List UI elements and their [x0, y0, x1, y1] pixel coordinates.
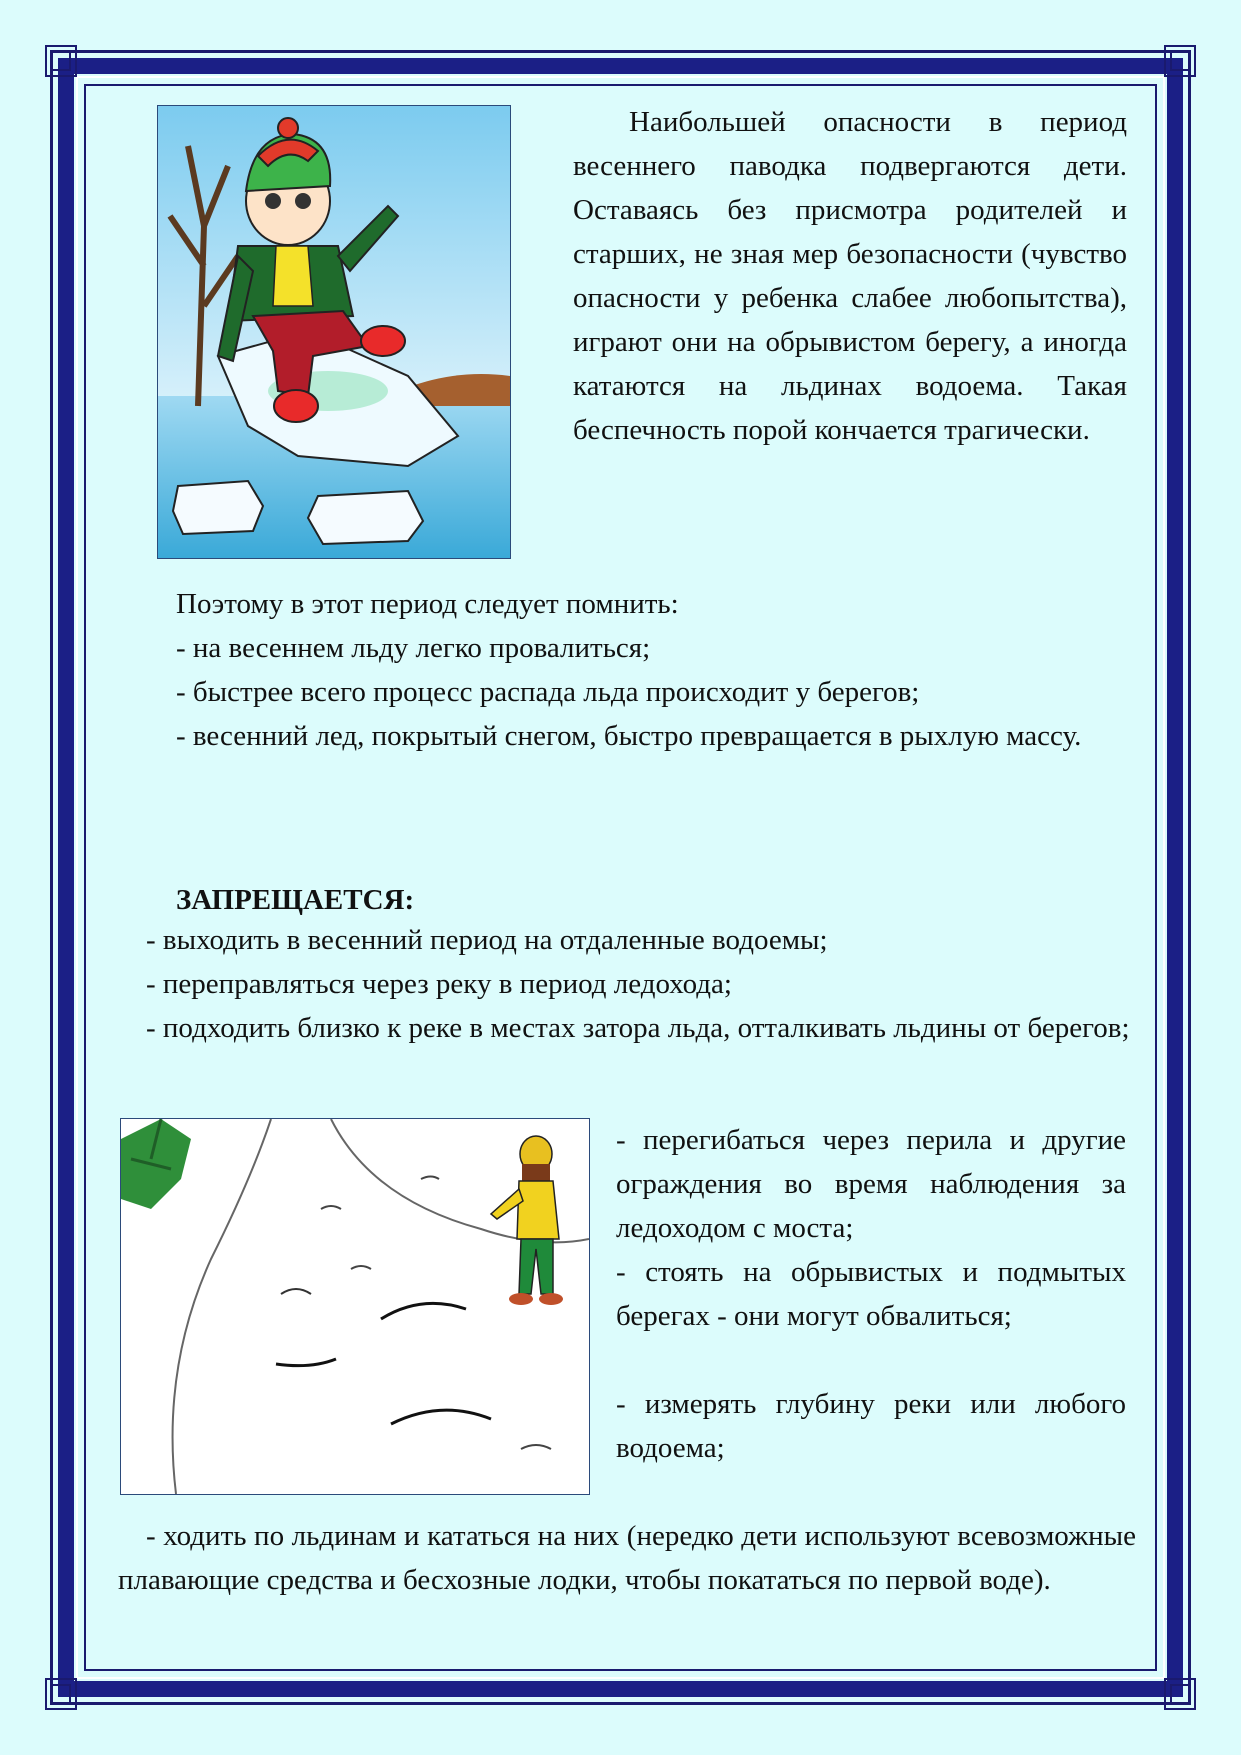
- frame-corner-ornament-icon: [1163, 44, 1197, 78]
- person-at-riverbank-illustration: [120, 1118, 590, 1495]
- forbidden-item: - стоять на обрывистых и подмытых берегах - они могут обвалиться;: [616, 1256, 1126, 1332]
- frame-corner-ornament-icon: [44, 1677, 78, 1711]
- forbidden-item: - перегибаться через перила и другие ограждения во время наблюдения за ледоходом с моста;: [616, 1124, 1126, 1244]
- forbidden-item: - переправляться через реку в период ледохода;: [146, 968, 732, 1000]
- snowy-riverbank-icon: [121, 1119, 589, 1494]
- forbidden-item: - ходить по льдинам и кататься на них (нередко дети используют всевозможные плавающие средства и бесхозные лодки, чтобы покататься по первой воде).: [118, 1520, 1136, 1596]
- remember-item: - весенний лед, покрытый снегом, быстро превращается в рыхлую массу.: [176, 720, 1082, 752]
- forbidden-item: - подходить близко к реке в местах затора льда, отталкивать льдины от берегов;: [146, 1012, 1130, 1044]
- intro-paragraph: Наибольшей опасности в период весеннего паводка подвергаются дети. Оставаясь без присмотра родителей и старших, не зная мер безопасности (чувство опасности у ребенка слабее любопытства), играют они на обрывистом берегу, а иногда катаются на льдинах водоема. Такая беспечность порой кончается трагически.: [573, 106, 1127, 446]
- forbidden-item: - выходить в весенний период на отдаленные водоемы;: [146, 924, 828, 956]
- remember-item: - быстрее всего процесс распада льда происходит у берегов;: [176, 676, 920, 708]
- remember-item: - на весеннем льду легко провалиться;: [176, 632, 651, 664]
- frame-corner-ornament-icon: [44, 44, 78, 78]
- forbidden-heading: ЗАПРЕЩАЕТСЯ:: [176, 884, 415, 916]
- frame-corner-ornament-icon: [1163, 1677, 1197, 1711]
- child-on-ice-floe-illustration: [157, 105, 511, 559]
- remember-heading: Поэтому в этот период следует помнить:: [176, 588, 679, 620]
- forbidden-item: - измерять глубину реки или любого водоема;: [616, 1388, 1126, 1464]
- child-on-ice-floe-icon: [158, 106, 510, 558]
